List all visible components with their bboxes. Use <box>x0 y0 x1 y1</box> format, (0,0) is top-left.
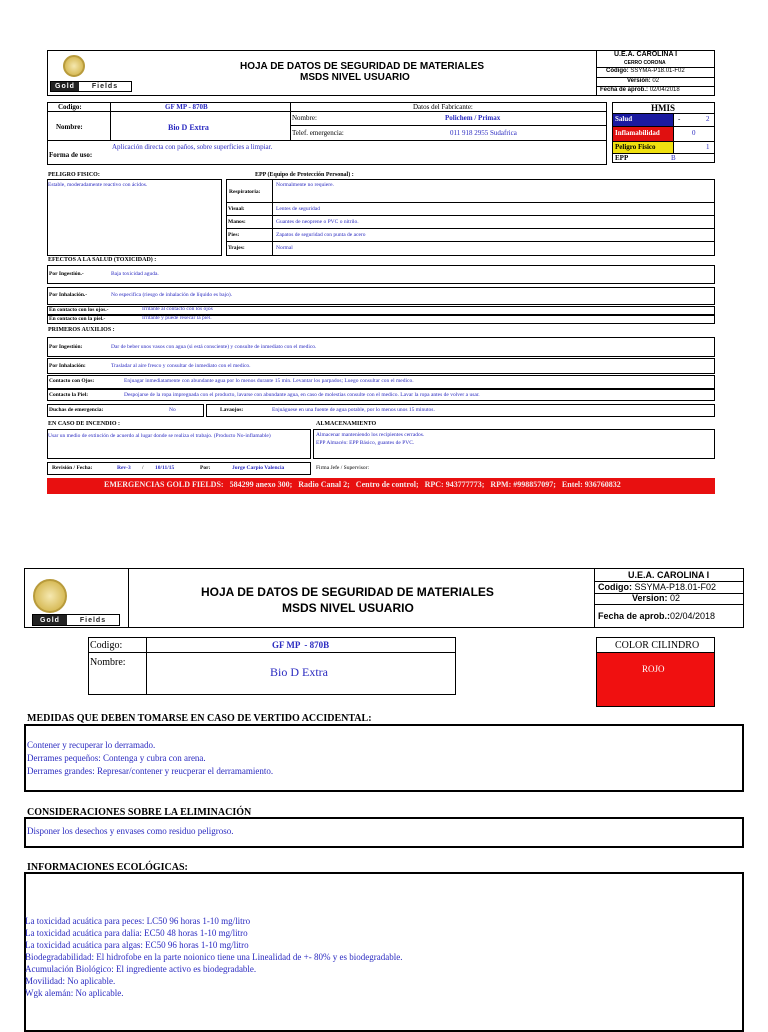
ecologicas-line-6: Movilidad: No aplicable. <box>25 976 116 986</box>
efectos-ingestion-label: Por Ingestión.- <box>49 271 84 277</box>
eliminacion-header: CONSIDERACIONES SOBRE LA ELIMINACIÓN <box>27 807 252 818</box>
ecologicas-line-2: La toxicidad acuática para dalia: EC50 48 horas 1-10 mg/litro <box>25 928 248 938</box>
hmis-salud-label: Salud <box>615 115 633 123</box>
revision-label: Revisión / Fecha: <box>52 465 93 471</box>
efectos-piel-value: Irritante y puede resecar la piel. <box>142 315 212 321</box>
almacen-header: ALMACENAMIENTO <box>316 421 377 427</box>
auxilios-ingestion-value: Dar de beber unos vasos con agua (si está consciente) y consulte de inmediato con el medico. <box>111 344 317 350</box>
duchas-value: No <box>169 407 176 413</box>
epp-resp-value: Normalmente no requiere. <box>276 182 334 188</box>
auxilios-piel-value: Despojarse de la ropa impregnada con el producto, lavarse con abundante agua, en caso de molestias consulte con el medico. Lavar la ropa antes de volver a usar. <box>124 392 480 398</box>
emergencias-text: EMERGENCIAS GOLD FIELDS: 584299 anexo 300; Radio Canal 2; Centro de control; RPC: 943777773; RPM: #998857097; Entel: 936760832 <box>104 480 621 489</box>
uea-label-2: U.E.A. CAROLINA I <box>628 570 710 580</box>
epp-header: EPP (Equipo de Protección Personal) : <box>255 172 354 178</box>
hmis-salud-value: 2 <box>706 115 710 123</box>
uea-label: U.E.A. CAROLINA I <box>614 51 678 58</box>
gold-fields-logo-icon-2 <box>33 579 67 613</box>
page-title: HOJA DE DATOS DE SEGURIDAD DE MATERIALES <box>240 61 485 72</box>
prod-nombre-label: Nombre: <box>90 657 126 668</box>
ecologicas-header: INFORMACIONES ECOLÓGICAS: <box>27 862 188 873</box>
ecologicas-line-3: La toxicidad acuática para algas: EC50 96 horas 1-10 mg/litro <box>25 940 249 950</box>
version-doc: Versión: 02 <box>627 78 660 84</box>
auxilios-ojos-value: Enjuagar inmediatamente con abundante agua por lo menos durante 15 min. Levantar los parpados; Luego consultar con el medico. <box>124 378 414 384</box>
fab-tel-value: 011 918 2955 Sudafrica <box>450 129 517 137</box>
auxilios-ingestion-label: Por Ingestión: <box>49 344 83 350</box>
revision-value: Rev-3 <box>117 465 131 471</box>
epp-resp-label: Respiratoria: <box>229 189 261 195</box>
hmis-peligro-label: Peligro Fisico <box>615 143 656 151</box>
revision-sep: / <box>142 465 144 471</box>
forma-label: Forma de uso: <box>49 151 93 159</box>
fab-tel-label: Telef. emergencia: <box>292 129 344 137</box>
duchas-label: Duchas de emergencia: <box>49 407 104 413</box>
vertido-header: MEDIDAS QUE DEBEN TOMARSE EN CASO DE VERTIDO ACCIDENTAL: <box>27 713 372 724</box>
ecologicas-line-4: Biodegradabilidad: El hidrofobe en la parte noionico tiene una Linealidad de +- 80% y es biodegradable. <box>25 952 403 962</box>
efectos-ojos-value: Irritante al contacto con los ojos <box>142 306 213 312</box>
efectos-inhalacion-value: No especifica (riesgo de inhalación de líquido es bajo). <box>111 292 233 298</box>
revision-date: 10/11/15 <box>155 465 175 471</box>
auxilios-inhalacion-label: Por Inhalación: <box>49 363 86 369</box>
fabricante-header: Datos del Fabricante: <box>413 103 473 111</box>
color-cilindro-swatch <box>596 652 715 707</box>
por-label: Por: <box>200 465 211 471</box>
prod-codigo-label: Codigo: <box>90 640 123 651</box>
fab-nombre-value: Polichem / Primax <box>445 114 501 122</box>
hmis-inflam-value: 0 <box>692 129 696 137</box>
hmis-inflam-label: Inflamabilidad <box>615 129 660 137</box>
prod-codigo-value: GF MP - 870B <box>272 640 330 650</box>
efectos-header: EFECTOS A LA SALUD (TOXICIDAD) : <box>48 257 157 263</box>
fecha-doc: Fecha de aprob.: 02/04/2018 <box>600 87 680 93</box>
fab-nombre-label: Nombre: <box>292 114 317 122</box>
epp-manos-value: Guantes de neoprene o PVC o nitrilo. <box>276 219 359 225</box>
efectos-ingestion-value: Baja toxicidad aguda. <box>111 271 159 277</box>
epp-box <box>226 179 715 256</box>
epp-trajes-value: Normal <box>276 245 293 251</box>
version-doc-2: Version: 02 <box>632 593 681 603</box>
eliminacion-text: Disponer los desechos y envases como residuo peligroso. <box>27 826 234 836</box>
color-cilindro-value: ROJO <box>642 664 665 674</box>
epp-manos-label: Manos: <box>228 219 246 225</box>
hmis-epp-value: B <box>671 154 676 162</box>
forma-value: Aplicación directa con paños, sobre superficies a limpiar. <box>112 143 273 151</box>
efectos-ojos-label: En contacto con los ojos.- <box>49 307 109 313</box>
ecologicas-line-5: Acumulación Biológico: El ingrediente activo es biodegradable. <box>25 964 257 974</box>
gold-fields-logo-icon <box>63 55 85 77</box>
lavaojos-label: Lavaojos: <box>220 407 244 413</box>
vertido-line-3: Derrames grandes: Represar/contener y reucperar el derramamiento. <box>27 766 274 776</box>
epp-pies-value: Zapatos de seguridad con punta de acero <box>276 232 366 238</box>
auxilios-piel-label: Contacto la Piel: <box>49 392 89 398</box>
nombre-label: Nombre: <box>56 123 83 131</box>
peligro-fisico-text: Estable, moderadamente reactivo con ácidos. <box>48 182 148 188</box>
almacen-line1: Almacenar manteniendo los recipientes cerrados. <box>316 432 425 438</box>
vertido-line-2: Derrames pequeños: Contenga y cubra con arena. <box>27 753 206 763</box>
ecologicas-line-7: Wgk alemán: No aplicable. <box>25 988 124 998</box>
peligro-fisico-box <box>47 179 222 256</box>
ecologicas-line-1: La toxicidad acuática para peces: LC50 96 horas 1-10 mg/litro <box>25 916 251 926</box>
codigo-doc-2: Codigo: SSYMA-P18.01-F02 <box>598 582 717 592</box>
gold-fields-logo-text: Gold Fields <box>50 81 132 92</box>
page-subtitle: MSDS NIVEL USUARIO <box>300 72 410 83</box>
peligro-fisico-label: PELIGRO FISICO: <box>48 172 100 178</box>
epp-trajes-label: Trajes: <box>228 245 245 251</box>
almacen-line2: EPP Almacén: EPP Básico, guantes de PVC. <box>316 440 415 446</box>
auxilios-inhalacion-value: Trasladar al aire fresco y consultar de inmediato con el medico. <box>111 363 251 369</box>
epp-visual-value: Lentes de seguridad <box>276 206 320 212</box>
por-value: Jorge Carpio Valencia <box>232 465 285 471</box>
efectos-inhalacion-label: Por Inhalación.- <box>49 292 88 298</box>
incendio-text: Usar un medio de extinción de acuerdo al lugar donde se realiza el trabajo. (Producto No-inflamable) <box>48 433 271 439</box>
hmis-title: HMIS <box>651 103 676 113</box>
auxilios-header: PRIMEROS AUXILIOS : <box>48 327 115 333</box>
codigo-label: Codigo: <box>58 103 82 111</box>
page-title-2: HOJA DE DATOS DE SEGURIDAD DE MATERIALES <box>201 585 494 599</box>
lavaojos-value: Enjuáguese en una fuente de agua potable, por lo menos unos 15 minutos. <box>272 407 435 413</box>
hmis-peligro-value: 1 <box>706 143 710 151</box>
vertido-line-1: Contener y recuperar lo derramado. <box>27 740 156 750</box>
gold-fields-logo-text-2: Gold Fields <box>32 614 120 626</box>
fecha-doc-2: Fecha de aprob.:02/04/2018 <box>598 611 716 621</box>
uea-sub: CERRO CORONA <box>624 60 666 66</box>
hmis-salud-dash: - <box>678 115 681 123</box>
auxilios-ojos-label: Contacto con Ojos: <box>49 378 95 384</box>
efectos-piel-label: En contacto con la piel.- <box>49 316 106 322</box>
page-subtitle-2: MSDS NIVEL USUARIO <box>282 601 414 615</box>
epp-pies-label: Pies: <box>228 232 240 238</box>
hmis-epp-label: EPP <box>615 154 629 162</box>
incendio-header: EN CASO DE INCENDIO : <box>48 421 121 427</box>
nombre-value: Bio D Extra <box>168 123 209 132</box>
codigo-doc: Código: SSYMA-P18.01-F02 <box>606 68 685 74</box>
codigo-value: GF MP - 870B <box>165 103 208 111</box>
epp-visual-label: Visual: <box>228 206 245 212</box>
prod-nombre-value: Bio D Extra <box>270 665 328 679</box>
firma-label: Firma Jefe / Supervisor: <box>316 465 370 471</box>
color-cilindro-label: COLOR CILINDRO <box>615 640 700 651</box>
